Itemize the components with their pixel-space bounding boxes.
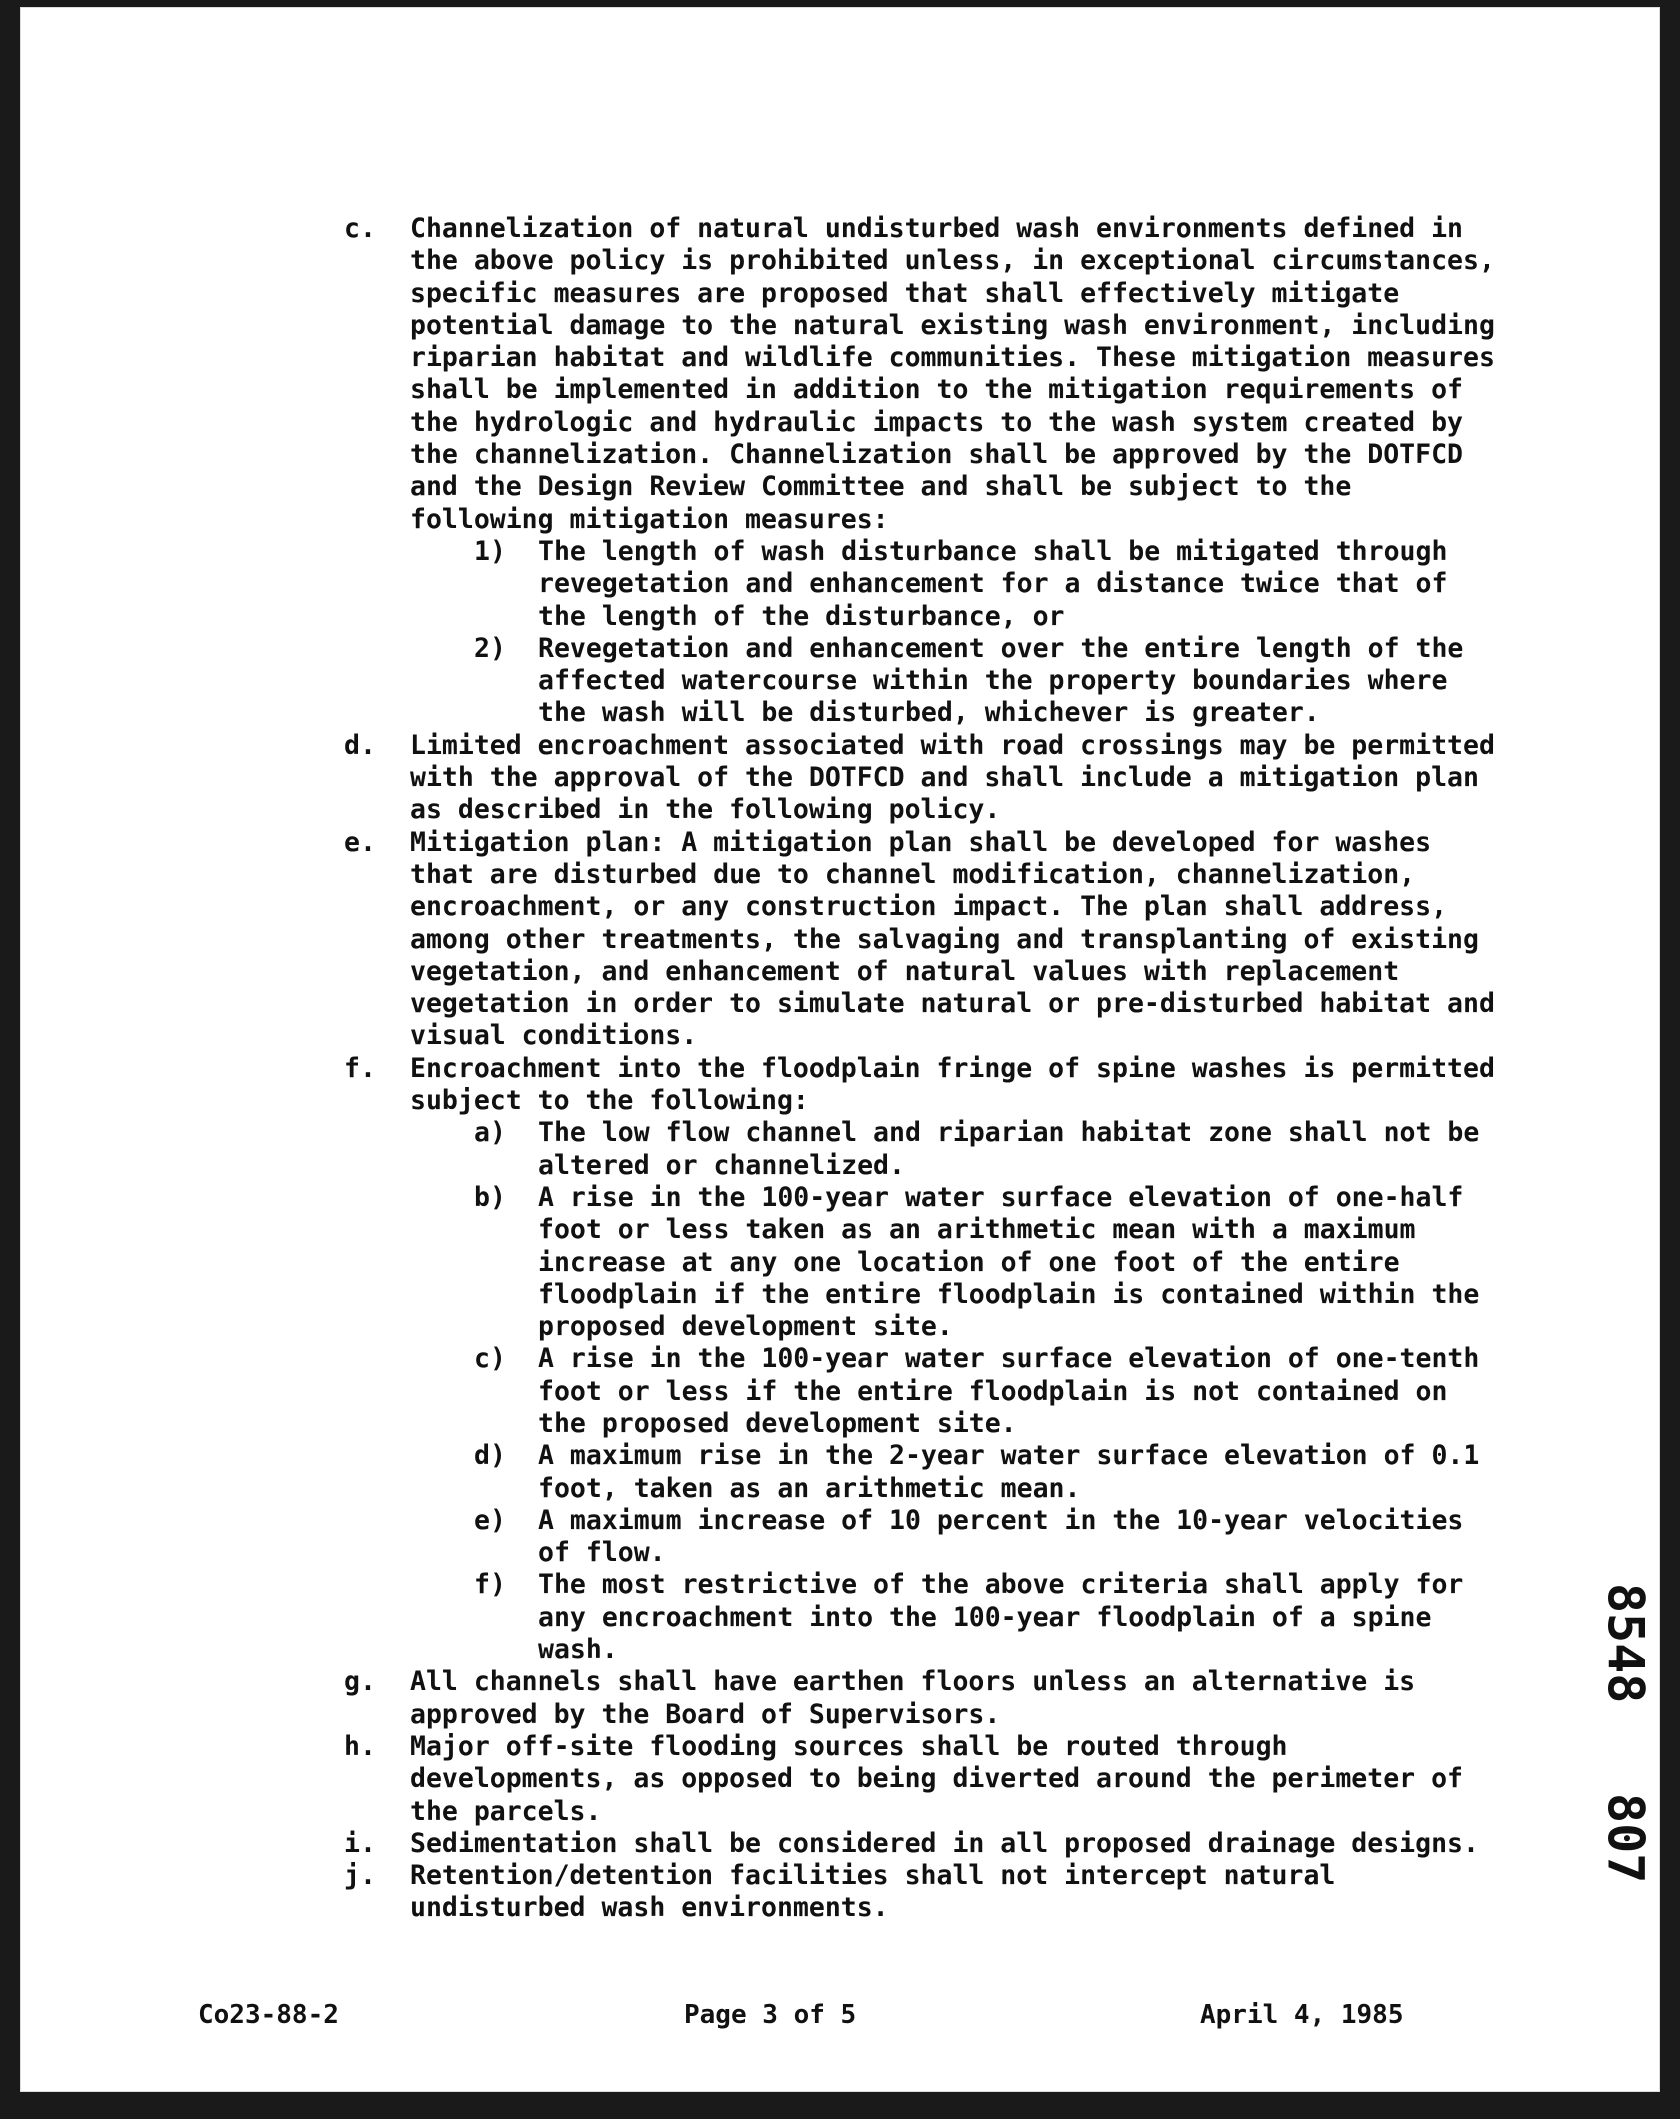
list-item-body (410, 1860, 1504, 1925)
sub-list-item-label: a) (474, 1117, 506, 1149)
list-item (324, 213, 1504, 536)
sub-list-item (410, 1569, 1504, 1666)
document-id: Co23-88-2 (198, 2000, 339, 2030)
list-item-text: Channelization of natural undisturbed wash environments defined in the above policy is prohibited unless, in exceptional circumstances, specific measures are proposed that shall effectively mitigate potential damage to the natural existing wash environment, including riparian habitat and wildlife communities. These mitigation measures shall be implemented in addition to the mitigation requirements of the hydrologic and hydraulic impacts to the wash system created by the channelization. Channelization shall be approved by the DOTFCD and the Design Review Committee and shall be subject to the following mitigation measures: (410, 213, 1495, 535)
document-page (20, 7, 1660, 2092)
sub-list-item-text: The low flow channel and riparian habitat zone shall not be altered or channelized. (538, 1117, 1480, 1181)
list-item (324, 730, 1504, 827)
sub-list-item (410, 1440, 1504, 1505)
sub-list-item-text: A maximum increase of 10 percent in the 10-year velocities of flow. (538, 1504, 1464, 1569)
sub-list-item-label: b) (474, 1181, 506, 1213)
list-item-text: Mitigation plan: A mitigation plan shall be developed for washes that are disturbed due to channel modification, channelization, encroachment, or any construction impact. The plan shall address, among other treatments, the salvaging and transplanting of existing vegetation, and enhancement of natural values with replacement vegetation in order to simulate natural or pre-disturbed habitat and visual conditions. (410, 826, 1495, 1052)
list-item-body (410, 730, 1504, 827)
margin-stamp-number: 807 (1596, 1792, 1655, 1884)
sub-list-item (410, 1117, 1504, 1182)
sub-list-item (410, 536, 1504, 633)
sub-list-item-text: Revegetation and enhancement over the entire length of the affected watercourse within the property boundaries where the wash will be disturbed, whichever is greater. (538, 632, 1464, 729)
sub-list (324, 1117, 1504, 1666)
sub-list-item-label: 2) (474, 632, 506, 664)
list-item (324, 1731, 1504, 1828)
list-item-label: j. (344, 1860, 376, 1892)
list-item-body (410, 1053, 1504, 1118)
policy-list (324, 213, 1504, 1925)
list-item-text: Encroachment into the floodplain fringe of spine washes is permitted subject to the following: (410, 1052, 1495, 1117)
list-item-text: All channels shall have earthen floors unless an alternative is approved by the Board of Supervisors. (410, 1666, 1416, 1730)
list-item-label: e. (344, 826, 376, 858)
sub-list-item-text: A rise in the 100-year water surface elevation of one-half foot or less taken as an arithmetic mean with a maximum increase at any one location of one foot of the entire floodplain if the entire floodplain is contained within the proposed development site. (538, 1181, 1480, 1343)
list-item-body (410, 1731, 1504, 1828)
document-date: April 4, 1985 (1200, 2000, 1404, 2030)
list-item-body (410, 827, 1504, 1053)
sub-list-item (410, 1182, 1504, 1343)
list-item-body (410, 213, 1504, 536)
list-item-label: f. (344, 1052, 376, 1084)
sub-list-item-label: d) (474, 1440, 506, 1472)
sub-list-item-label: e) (474, 1504, 506, 1536)
sub-list-item-label: c) (474, 1343, 506, 1375)
list-item-body (410, 1666, 1504, 1731)
sub-list-item-text: A maximum rise in the 2-year water surface elevation of 0.1 foot, taken as an arithmetic mean. (538, 1440, 1480, 1504)
list-item-label: g. (344, 1666, 376, 1698)
sub-list (324, 536, 1504, 730)
sub-list-item-text: The most restrictive of the above criteria shall apply for any encroachment into the 100-year floodplain of a spine wash. (538, 1569, 1464, 1666)
list-item (324, 1828, 1504, 1860)
sub-list-item (410, 1343, 1504, 1440)
list-item-text: Sedimentation shall be considered in all proposed drainage designs. (410, 1827, 1479, 1859)
sub-list-item-label: f) (474, 1569, 506, 1601)
list-item-text: Major off-site flooding sources shall be routed through developments, as opposed to being diverted around the perimeter of the parcels. (410, 1730, 1463, 1827)
list-item-label: d. (344, 729, 376, 761)
list-item-text: Retention/detention facilities shall not intercept natural undisturbed wash environments. (410, 1860, 1336, 1924)
list-item-label: i. (344, 1827, 376, 1859)
sub-list-item (410, 633, 1504, 730)
list-item-body (410, 1828, 1504, 1860)
sub-list-item (410, 1505, 1504, 1570)
margin-stamp-number: 8548 (1596, 1582, 1655, 1704)
sub-list-item-label: 1) (474, 535, 506, 567)
list-item (324, 1860, 1504, 1925)
list-item-text: Limited encroachment associated with road crossings may be permitted with the approval of the DOTFCD and shall include a mitigation plan as described in the following policy. (410, 729, 1495, 826)
sub-list-item-text: The length of wash disturbance shall be mitigated through revegetation and enhancement for a distance twice that of the length of the disturbance, or (538, 535, 1448, 632)
list-item-label: h. (344, 1730, 376, 1762)
sub-list-item-text: A rise in the 100-year water surface elevation of one-tenth foot or less if the entire floodplain is not contained on the proposed development site. (538, 1343, 1480, 1439)
list-item (324, 827, 1504, 1053)
list-item (324, 1053, 1504, 1118)
page-number: Page 3 of 5 (684, 2000, 857, 2030)
list-item (324, 1666, 1504, 1731)
list-item-label: c. (344, 213, 376, 244)
